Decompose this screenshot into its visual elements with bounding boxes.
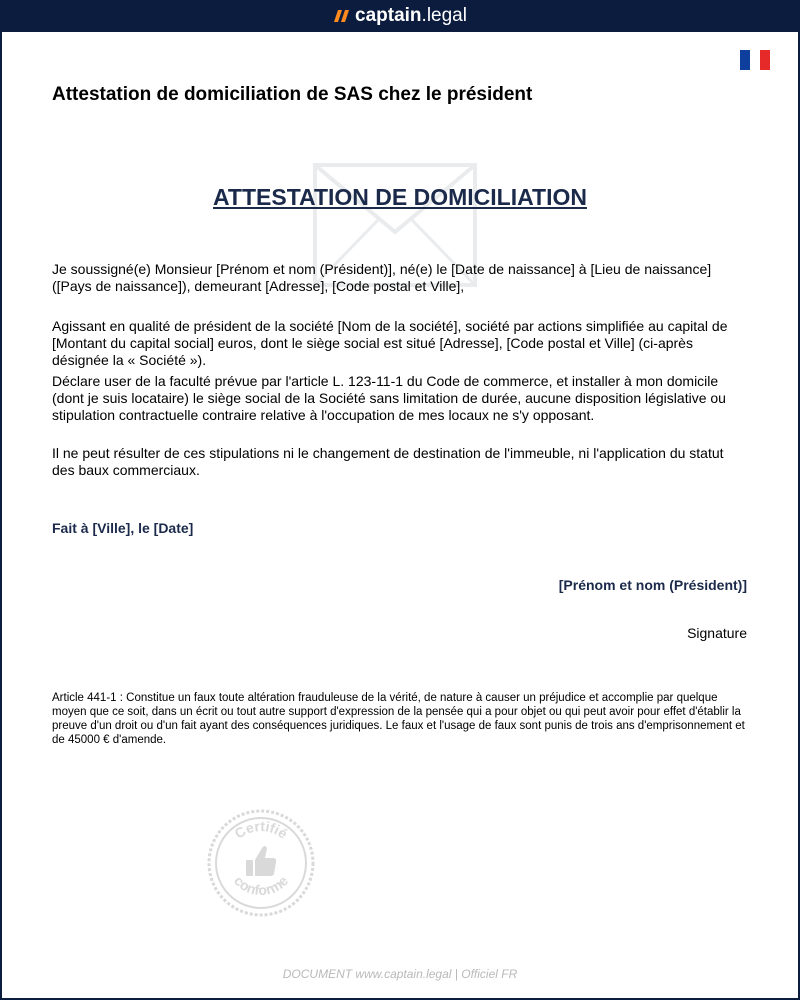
brand-name: captain — [355, 5, 422, 26]
flag-stripe-blue — [740, 50, 750, 70]
signature-label: Signature — [687, 625, 747, 641]
signer-name: [Prénom et nom (Président)] — [558, 577, 747, 593]
paragraph-identity: Je soussigné(e) Monsieur [Prénom et nom (Président)], né(e) le [Date de naissance] à [Lieu de naissance] ([Pays de naissance]), demeurant [Adresse], [Code postal et Ville], — [52, 261, 712, 294]
place-date-line: Fait à [Ville], le [Date] — [52, 520, 194, 536]
footer-text: DOCUMENT www.captain.legal | Officiel FR — [282, 967, 518, 981]
article-441-note: Article 441-1 : Constitue un faux toute altération frauduleuse de la vérité, de nature à causer un préjudice et accomplie par quelque moyen que ce soit, dans un écrit ou tout autre support d'expression de la pensée qui a pour objet ou qui peut avoir pour effet d'établir la preuve d'un droit ou d'un fait ayant des conséquences juridiques. Le faux et l'usage de faux sont punis de trois ans d'emprisonnement et de 45000 € d'amende. — [52, 692, 745, 746]
paragraph-company: Agissant en qualité de président de la société [Nom de la société], société par actions simplifiée au capital de [Montant du capital social] euros, dont le siège social est situé [Adresse], [Code postal et Ville] (ci-après désignée la « Société »). — [52, 318, 728, 368]
brand-logo[interactable] — [333, 5, 467, 27]
top-header-bar — [0, 0, 800, 32]
brand-tld: .legal — [421, 5, 467, 26]
paragraph-declaration: Déclare user de la faculté prévue par l'article L. 123-11-1 du Code de commerce, et installer à mon domicile (dont je suis locataire) le siège social de la Société sans limitation de durée, aucune disposition législative ou stipulation contractuelle contraire relative à l'occupation de mes locaux ne s'y opposant. — [52, 373, 726, 423]
double-slash-logo-icon — [333, 9, 351, 23]
document-title: Attestation de domiciliation de SAS chez le président — [52, 84, 533, 105]
stamp-text-top: Certifié — [231, 817, 291, 842]
svg-text:conforme — [231, 872, 291, 898]
certified-stamp-icon — [206, 808, 316, 918]
thumbs-up-icon — [246, 846, 276, 876]
flag-stripe-white — [750, 50, 760, 70]
flag-stripe-red — [760, 50, 770, 70]
french-flag-icon[interactable] — [740, 50, 770, 70]
main-heading: ATTESTATION DE DOMICILIATION — [213, 184, 587, 210]
stamp-text-bottom: conforme — [230, 872, 292, 899]
svg-text:Certifié — [232, 818, 291, 842]
paragraph-lease: Il ne peut résulter de ces stipulations ni le changement de destination de l'immeuble, ni l'application du statut des baux commerciaux. — [52, 445, 724, 478]
